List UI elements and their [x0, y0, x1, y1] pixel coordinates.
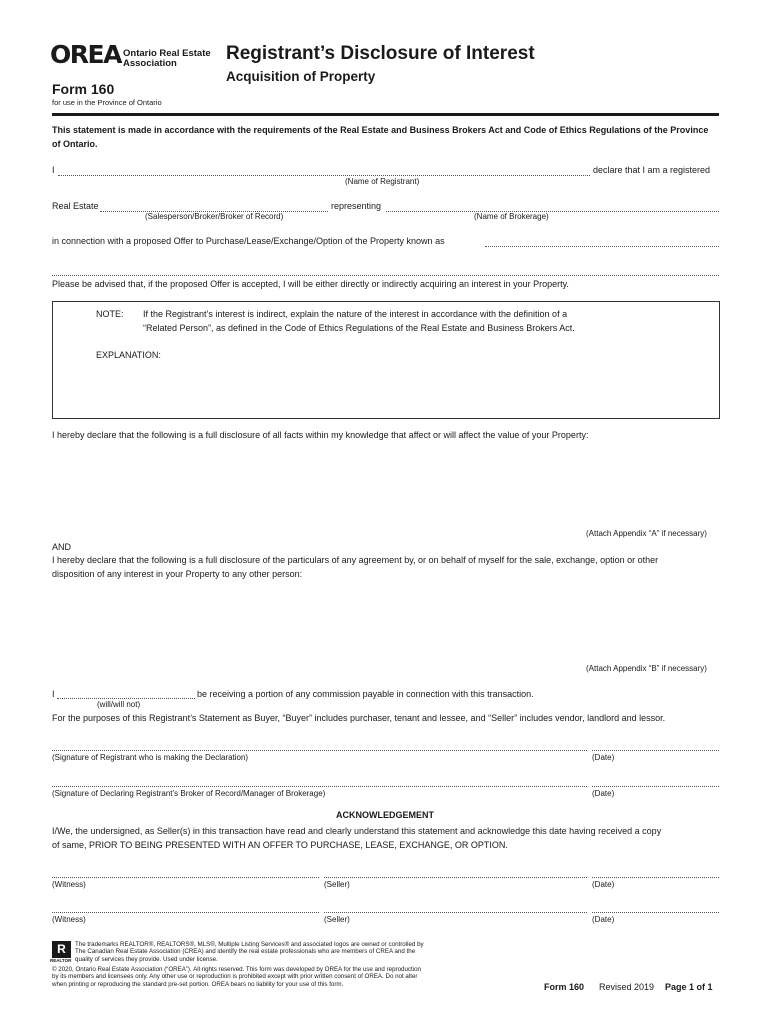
copyright-notice: © 2020, Ontario Real Estate Association (“OREA”). All rights reserved. This form was developed by OREA for the use and reproduction by its members and licensees only. Any other use or reproduction is prohibited except with prior written consent of OREA. Do not alter when printing or reproducing the standard pre-set portion. OREA bears no liability for your use of this form.: [52, 966, 421, 988]
acknowledgement-text-line1: I/We, the undersigned, as Seller(s) in this transaction have read and clearly understand this statement and acknowledge this date having received a copy: [52, 826, 662, 836]
footer-revised: Revised 2019: [599, 982, 655, 992]
agreement-text-line2: disposition of any interest in your Property to any other person:: [52, 569, 303, 579]
agreement-disclosure-area[interactable]: [52, 585, 719, 660]
brokerage-caption: (Name of Brokerage): [474, 212, 549, 221]
real-estate-label: Real Estate: [52, 201, 99, 211]
facts-disclosure-area[interactable]: [52, 446, 719, 522]
jurisdiction-text: for use in the Province of Ontario: [52, 98, 162, 107]
seller-signature-line-1[interactable]: [324, 877, 587, 878]
registrant-name-field[interactable]: [58, 175, 590, 176]
property-address-field[interactable]: [485, 246, 719, 247]
date-caption-1: (Date): [592, 880, 615, 889]
advised-text: Please be advised that, if the proposed Offer is accepted, I will be either directly or indirectly acquiring an interest in your Property.: [52, 279, 569, 289]
broker-signature-line[interactable]: [52, 786, 587, 787]
facts-disclosure-text: I hereby declare that the following is a full disclosure of all facts within my knowledge that affect or will affect the value of your Property:: [52, 430, 589, 440]
appendix-b-note: (Attach Appendix “B” if necessary): [586, 664, 707, 673]
seller-date-line-2[interactable]: [592, 912, 719, 913]
broker-date-caption: (Date): [592, 789, 615, 798]
declare-i-label: I: [52, 165, 55, 175]
acknowledgement-heading: ACKNOWLEDGEMENT: [336, 810, 434, 820]
page-title: Registrant’s Disclosure of Interest: [226, 43, 535, 64]
footer-form-number: Form 160: [544, 982, 585, 992]
seller-date-line-1[interactable]: [592, 877, 719, 878]
seller-signature-line-2[interactable]: [324, 912, 587, 913]
date-caption-2: (Date): [592, 915, 615, 924]
seller-caption-2: (Seller): [324, 915, 350, 924]
form-number: Form 160: [52, 81, 115, 97]
commission-i-label: I: [52, 689, 55, 699]
explanation-label: EXPLANATION:: [96, 350, 161, 360]
witness-signature-line-2[interactable]: [52, 912, 319, 913]
role-caption: (Salesperson/Broker/Broker of Record): [145, 212, 284, 221]
note-label: NOTE:: [96, 309, 124, 319]
footer-page-number: Page 1 of 1: [665, 982, 713, 992]
acknowledgement-text-line2: of same, PRIOR TO BEING PRESENTED WITH AN OFFER TO PURCHASE, LEASE, EXCHANGE, OR OPTION.: [52, 840, 508, 850]
page-subtitle: Acquisition of Property: [226, 69, 376, 84]
registrant-date-line[interactable]: [592, 750, 719, 751]
orea-logo-line1: Ontario Real Estate: [123, 48, 211, 59]
explanation-box[interactable]: [52, 301, 720, 419]
commission-text: be receiving a portion of any commission payable in connection with this transaction.: [197, 689, 534, 699]
note-line1: If the Registrant’s interest is indirect, explain the nature of the interest in accordance with the definition of a: [143, 309, 568, 319]
declare-text: declare that I am a registered: [593, 165, 711, 175]
header-rule: [52, 113, 719, 116]
brokerage-name-field[interactable]: [386, 211, 719, 212]
realtor-logo-icon: R: [52, 941, 71, 958]
realtor-logo-word: REALTOR: [50, 958, 72, 963]
appendix-a-note: (Attach Appendix “A” if necessary): [586, 529, 707, 538]
broker-signature-caption: (Signature of Declaring Registrant’s Broker of Record/Manager of Brokerage): [52, 789, 326, 798]
registrant-name-caption: (Name of Registrant): [345, 177, 420, 186]
trademark-notice: The trademarks REALTOR®, REALTORS®, MLS®, Multiple Listing Services® and associated logos are owned or controlled by The Canadian Real Estate Association (CREA) and identify the real estate professionals who are members of CREA and the quality of services they provide. Used under license.: [75, 941, 424, 963]
representing-label: representing: [331, 201, 382, 211]
witness-caption-2: (Witness): [52, 915, 86, 924]
registrant-signature-line[interactable]: [52, 750, 587, 751]
purposes-text: For the purposes of this Registrant’s Statement as Buyer, “Buyer” includes purchaser, tenant and lessee, and “Seller” includes vendor, landlord and lessor.: [52, 713, 666, 723]
will-will-not-field[interactable]: [57, 698, 195, 699]
seller-caption-1: (Seller): [324, 880, 350, 889]
and-label: AND: [52, 542, 72, 552]
will-caption: (will/will not): [97, 700, 141, 709]
orea-logo: OREA: [50, 40, 121, 69]
intro-statement: This statement is made in accordance with the requirements of the Real Estate and Business Brokers Act and Code of Ethics Regulations of the Province of Ontario.: [52, 125, 709, 149]
agreement-text-line1: I hereby declare that the following is a full disclosure of the particulars of any agreement by, or on behalf of myself for the sale, exchange, option or other: [52, 555, 659, 565]
witness-signature-line-1[interactable]: [52, 877, 319, 878]
witness-caption-1: (Witness): [52, 880, 86, 889]
connection-text: in connection with a proposed Offer to Purchase/Lease/Exchange/Option of the Property known as: [52, 236, 445, 246]
property-address-field-2[interactable]: [52, 275, 719, 276]
orea-logo-line2: Association: [123, 58, 177, 69]
registrant-signature-caption: (Signature of Registrant who is making the Declaration): [52, 753, 249, 762]
registrant-date-caption: (Date): [592, 753, 615, 762]
broker-date-line[interactable]: [592, 786, 719, 787]
note-line2: “Related Person”, as defined in the Code of Ethics Regulations of the Real Estate and Business Brokers Act.: [143, 323, 575, 333]
